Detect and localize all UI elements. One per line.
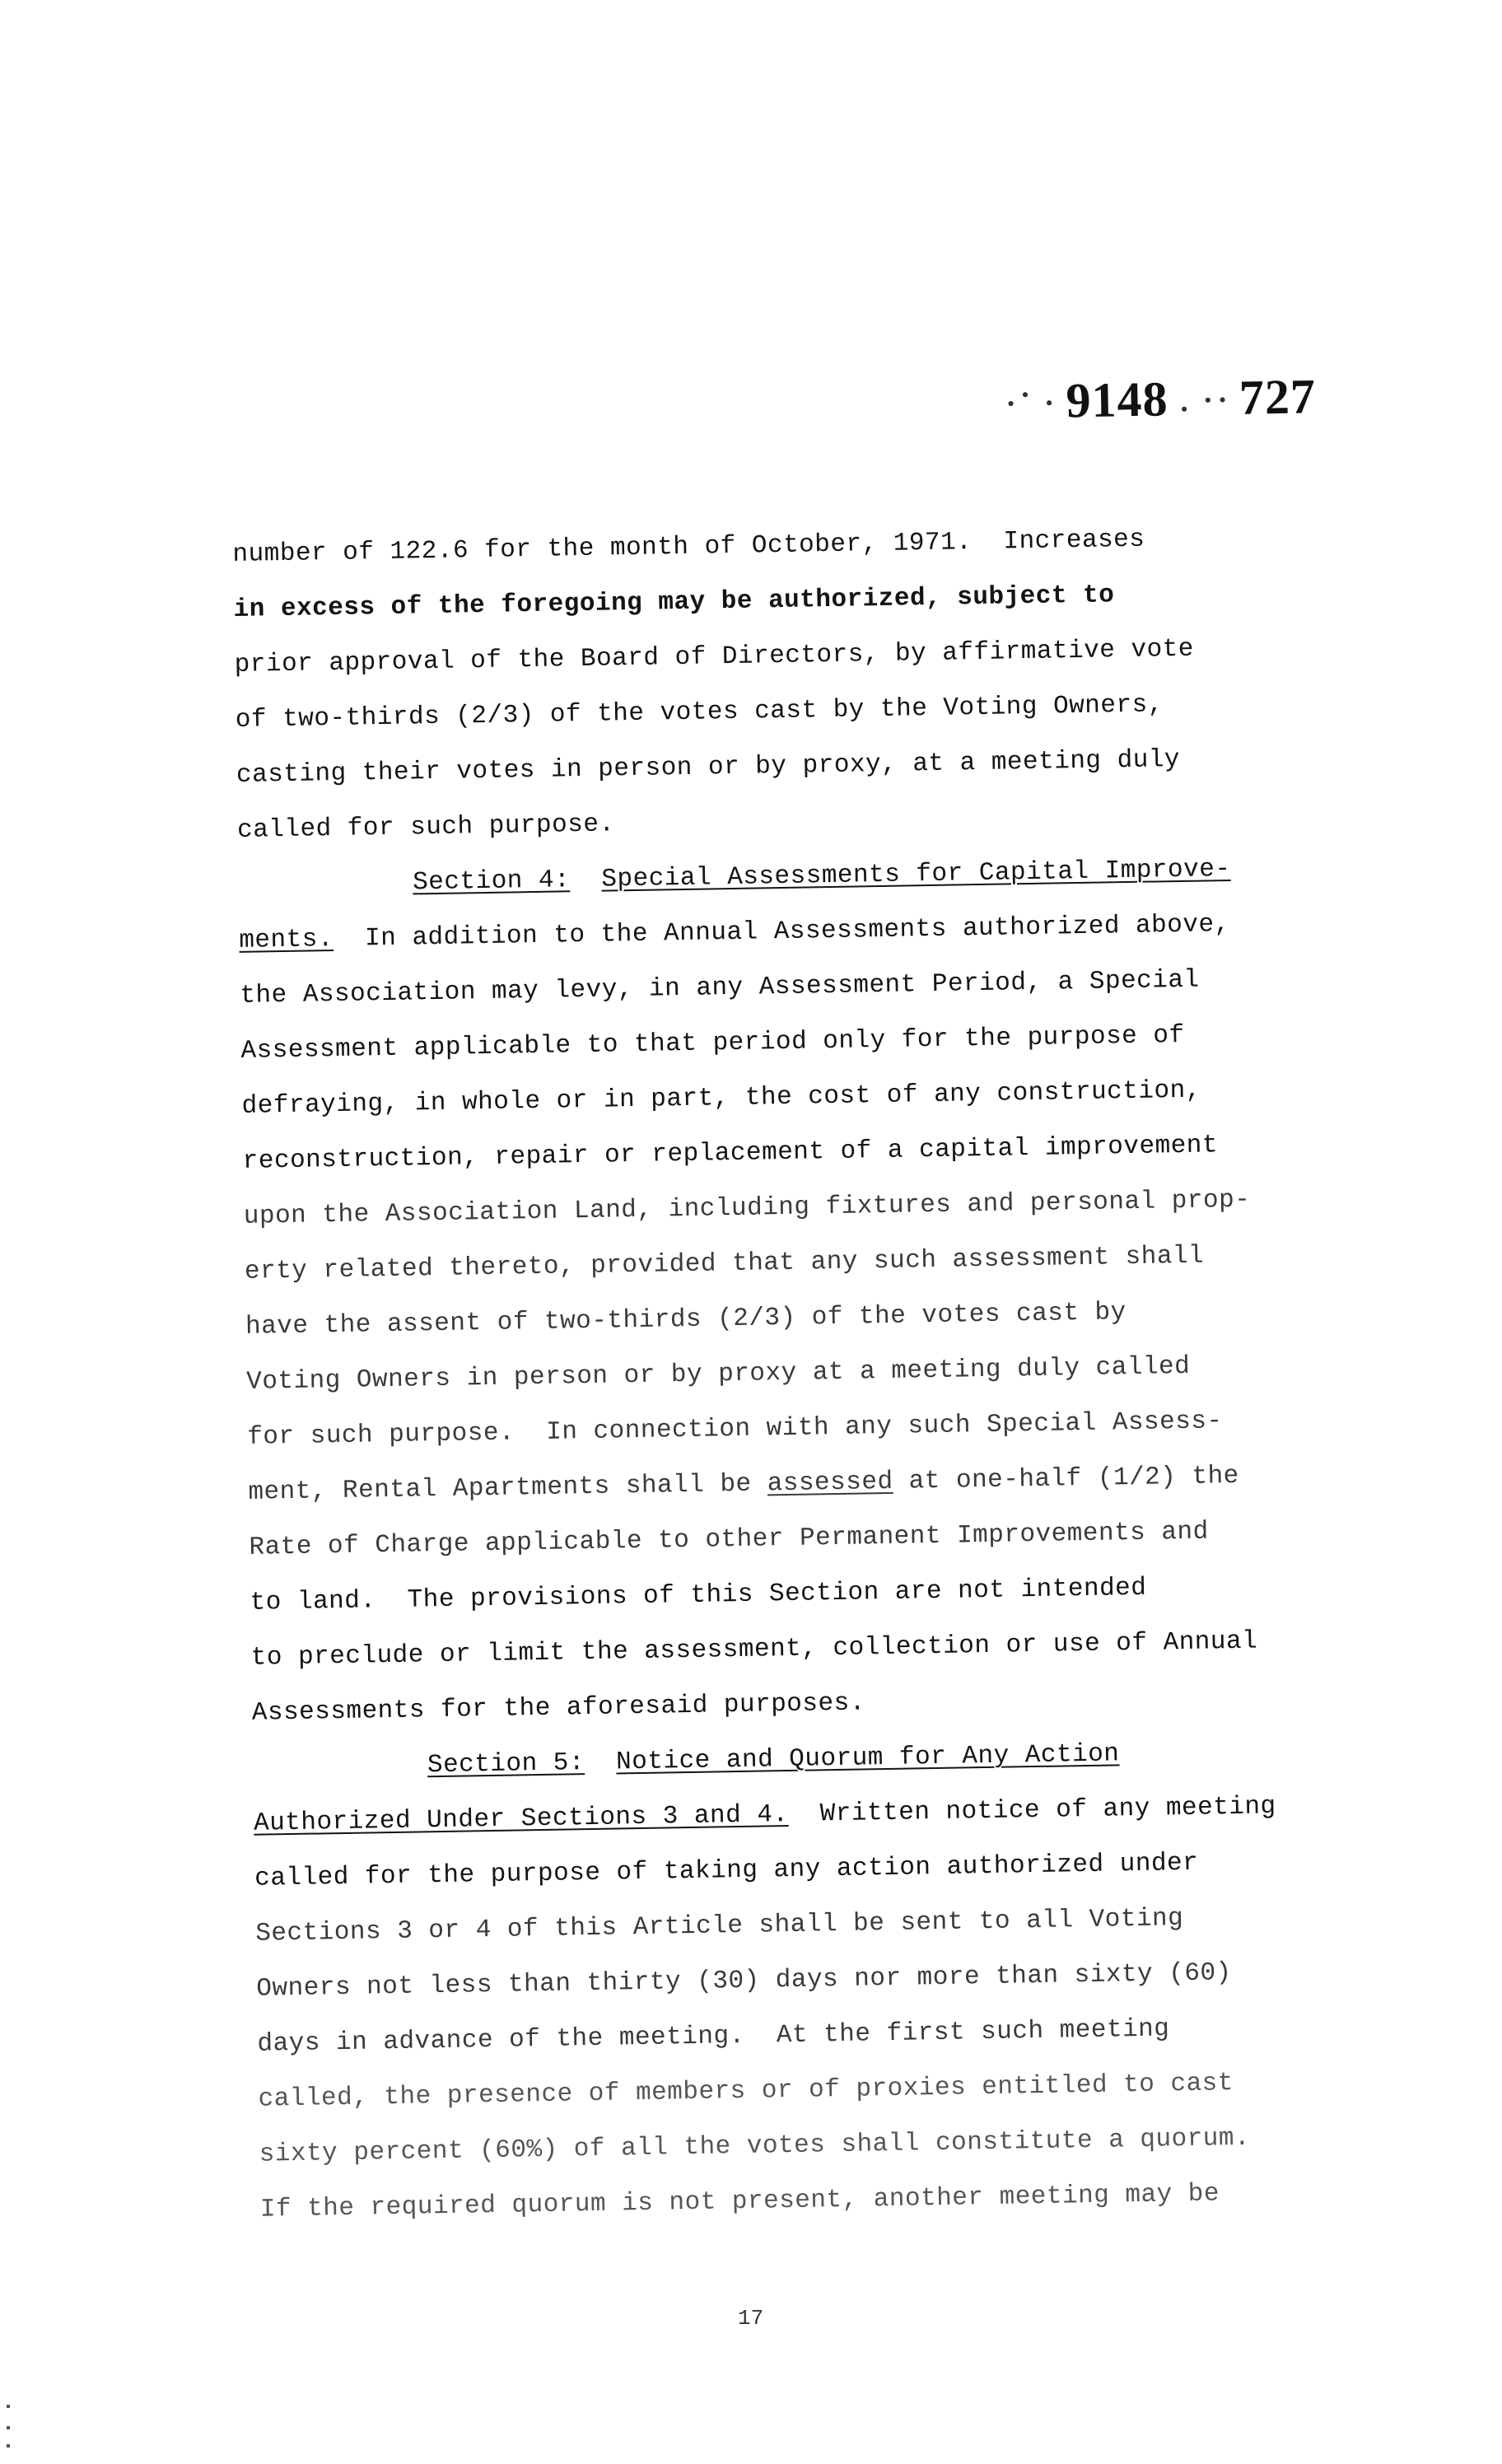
stamp-prefix: ⠐⠁⠂ bbox=[994, 389, 1066, 425]
section-5-title: Notice and Quorum for Any Action bbox=[615, 1739, 1120, 1777]
text-line: Assessment applicable to that period only for the purpose of bbox=[240, 1020, 1185, 1066]
section-4-title-cont: ments. bbox=[239, 925, 334, 955]
document-body bbox=[232, 507, 1430, 2237]
text-line: in excess of the foregoing may be authorized, subject to bbox=[233, 581, 1115, 624]
text-line: of two-thirds (2/3) of the votes cast by the Voting Owners, bbox=[235, 690, 1164, 735]
book-number: 9148 bbox=[1065, 371, 1169, 428]
text-line: sixty percent (60%) of all the votes shall constitute a quorum. bbox=[259, 2123, 1251, 2169]
text-line: days in advance of the meeting. At the first such meeting bbox=[257, 2014, 1170, 2059]
text-line: defraying, in whole or in part, the cost of any construction, bbox=[241, 1076, 1202, 1121]
text-line: casting their votes in person or by proxy, at a meeting duly bbox=[236, 744, 1181, 790]
book-page-stamp bbox=[994, 368, 1316, 431]
text-line: Assessments for the aforesaid purposes. bbox=[251, 1688, 866, 1728]
text-line: prior approval of the Board of Directors, by affirmative vote bbox=[234, 634, 1195, 679]
scan-speck bbox=[7, 2426, 10, 2429]
text-line: Rate of Charge applicable to other Permanent Improvements and bbox=[249, 1517, 1209, 1562]
text-line: Owners not less than thirty (30) days nor more than sixty (60) bbox=[256, 1958, 1232, 2004]
text-line: Sections 3 or 4 of this Article shall be sent to all Voting bbox=[255, 1904, 1184, 1948]
text-line: to land. The provisions of this Section are not intended bbox=[250, 1573, 1147, 1617]
section-5-title-cont: Authorized Under Sections 3 and 4. bbox=[253, 1800, 789, 1838]
text-line: upon the Association Land, including fixtures and personal prop- bbox=[243, 1185, 1251, 1231]
section-5-first-line: Written notice of any meeting bbox=[788, 1792, 1276, 1830]
rental-text-c: at one-half (1/2) the bbox=[893, 1461, 1240, 1496]
text-line: If the required quorum is not present, another meeting may be bbox=[259, 2179, 1220, 2224]
text-line: erty related thereto, provided that any such assessment shall bbox=[244, 1241, 1205, 1286]
text-line: have the assent of two-thirds (2/3) of the votes cast by bbox=[245, 1298, 1127, 1342]
text-line: called, the presence of members or of proxies entitled to cast bbox=[258, 2069, 1234, 2114]
text-line: number of 122.6 for the month of October, 1971. Increases bbox=[232, 525, 1145, 569]
rental-text-underlined: assessed bbox=[767, 1467, 893, 1499]
text-line: called for such purpose. bbox=[236, 810, 615, 845]
scan-speck bbox=[7, 2405, 10, 2408]
page-footer-number: 17 bbox=[738, 2306, 764, 2331]
section-4-first-line: In addition to the Annual Assessments authorized above, bbox=[333, 909, 1230, 954]
rental-text-a: ment, Rental Apartments shall be bbox=[248, 1469, 768, 1507]
text-line: to preclude or limit the assessment, collection or use of Annual bbox=[250, 1626, 1258, 1673]
text-line: Voting Owners in person or by proxy at a meeting duly called bbox=[245, 1351, 1191, 1397]
stamp-page-number: 727 bbox=[1238, 369, 1317, 425]
text-line: the Association may levy, in any Assessment Period, a Special bbox=[240, 965, 1200, 1010]
section-5-label: Section 5: bbox=[427, 1748, 585, 1780]
text-line: for such purpose. In connection with any such Special Assess- bbox=[247, 1407, 1223, 1452]
text-line: reconstruction, repair or replacement of a capital improvement bbox=[242, 1131, 1219, 1176]
scan-speck bbox=[7, 2444, 10, 2448]
section-4-title: Special Assessments for Capital Improve- bbox=[601, 854, 1231, 894]
stamp-mid: ⠠⠐⠂ bbox=[1168, 385, 1240, 422]
text-line: called for the purpose of taking any action authorized under bbox=[254, 1848, 1199, 1893]
section-4-label: Section 4: bbox=[412, 866, 571, 898]
